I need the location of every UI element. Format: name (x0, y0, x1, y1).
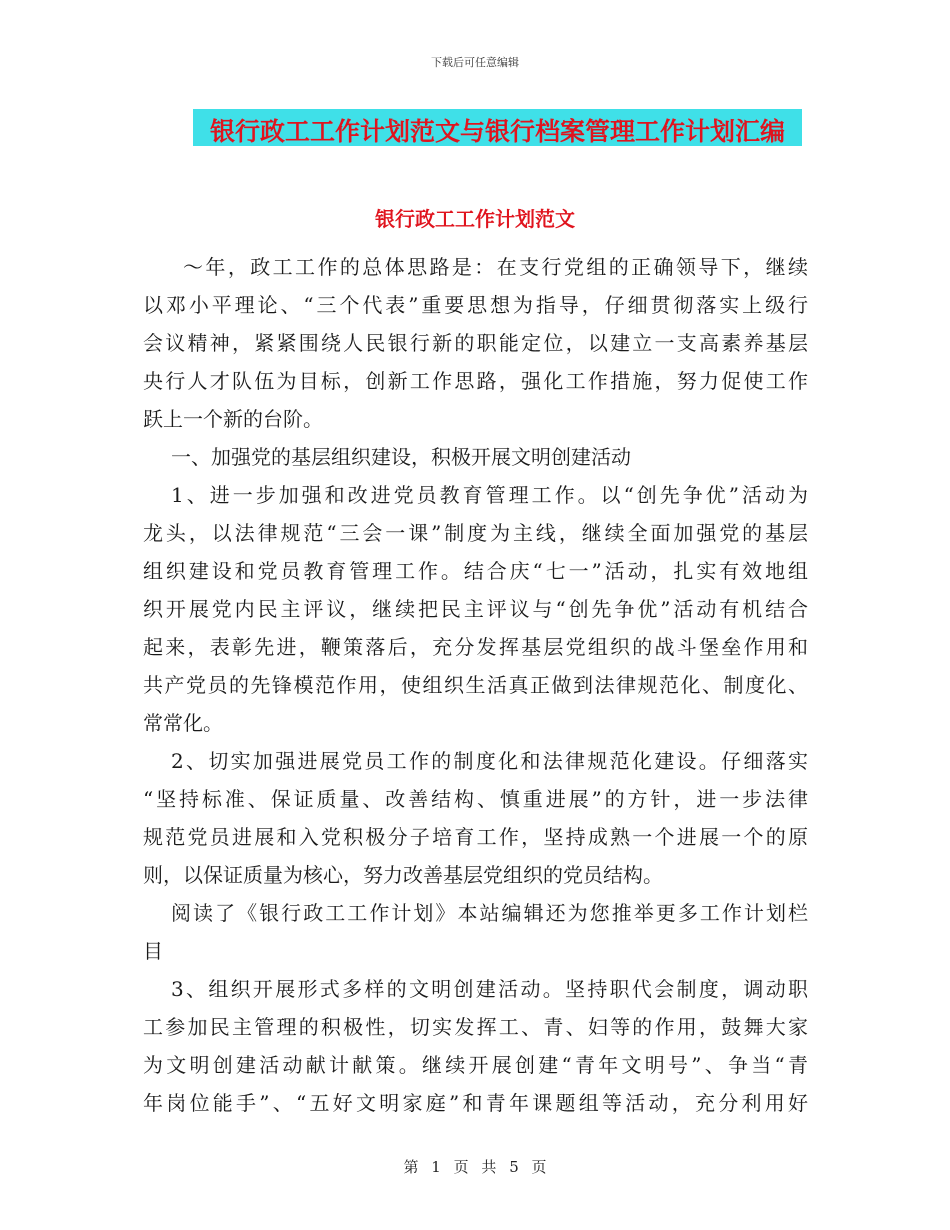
body-line: 一、加强党的基层组织建设，积极开展文明创建活动 (171, 445, 631, 469)
body-line: 2、切实加强进展党员工作的制度化和法律规范化建设。仔细落实 (171, 749, 808, 773)
body-line: 3、组织开展形式多样的文明创建活动。坚持职代会制度，调动职 (171, 977, 808, 1001)
body-line: 规范党员进展和入党积极分子培育工作，坚持成熟一个进展一个的原 (143, 825, 808, 849)
body-line: 会议精神，紧紧围绕人民银行新的职能定位，以建立一支高素养基层 (143, 331, 808, 355)
body-line: 组织建设和党员教育管理工作。结合庆“七一”活动，扎实有效地组 (143, 559, 808, 583)
document-title: 银行政工工作计划范文与银行档案管理工作计划汇编 (209, 117, 785, 146)
body-line: 起来，表彰先进，鞭策落后，充分发挥基层党组织的战斗堡垒作用和 (143, 635, 808, 659)
body-line: 共产党员的先锋模范作用，使组织生活真正做到法律规范化、制度化、 (143, 673, 808, 697)
body-line: ～年，政工工作的总体思路是：在支行党组的正确领导下，继续 (183, 255, 808, 279)
body-line: 目 (143, 939, 163, 963)
footer-total-prefix: 共 (481, 1158, 497, 1176)
body-line: 常常化。 (143, 711, 223, 735)
page-footer (0, 1156, 950, 1177)
body-line: 则，以保证质量为核心，努力改善基层党组织的党员结构。 (143, 863, 663, 887)
section-title: 银行政工工作计划范文 (375, 207, 575, 231)
body-line: 跃上一个新的台阶。 (143, 407, 323, 431)
body-line: 为文明创建活动献计献策。继续开展创建“青年文明号”、争当“青 (143, 1053, 808, 1077)
footer-page-current: 1 (431, 1158, 441, 1176)
footer-suffix: 页 (531, 1158, 547, 1176)
footer-page-label: 页 (453, 1158, 469, 1176)
body-line: 阅读了《银行政工工作计划》本站编辑还为您推举更多工作计划栏 (171, 901, 808, 925)
footer-page-total: 5 (509, 1158, 519, 1176)
body-line: 织开展党内民主评议，继续把民主评议与“创先争优”活动有机结合 (143, 597, 808, 621)
body-line: 以邓小平理论、“三个代表”重要思想为指导，仔细贯彻落实上级行 (143, 293, 808, 317)
page-header-note: 下载后可任意编辑 (431, 56, 519, 69)
document-body (143, 248, 808, 1122)
body-line: 工参加民主管理的积极性，切实发挥工、青、妇等的作用，鼓舞大家 (143, 1015, 808, 1039)
body-line: 央行人才队伍为目标，创新工作思路，强化工作措施，努力促使工作 (143, 369, 808, 393)
body-line: “坚持标准、保证质量、改善结构、慎重进展”的方针，进一步法律 (143, 787, 808, 811)
footer-prefix: 第 (403, 1158, 419, 1176)
body-line: 年岗位能手”、“五好文明家庭”和青年课题组等活动，充分利用好 (143, 1091, 808, 1115)
body-line: 龙头，以法律规范“三会一课”制度为主线，继续全面加强党的基层 (143, 521, 808, 545)
body-line: 1、进一步加强和改进党员教育管理工作。以“创先争优”活动为 (171, 483, 808, 507)
